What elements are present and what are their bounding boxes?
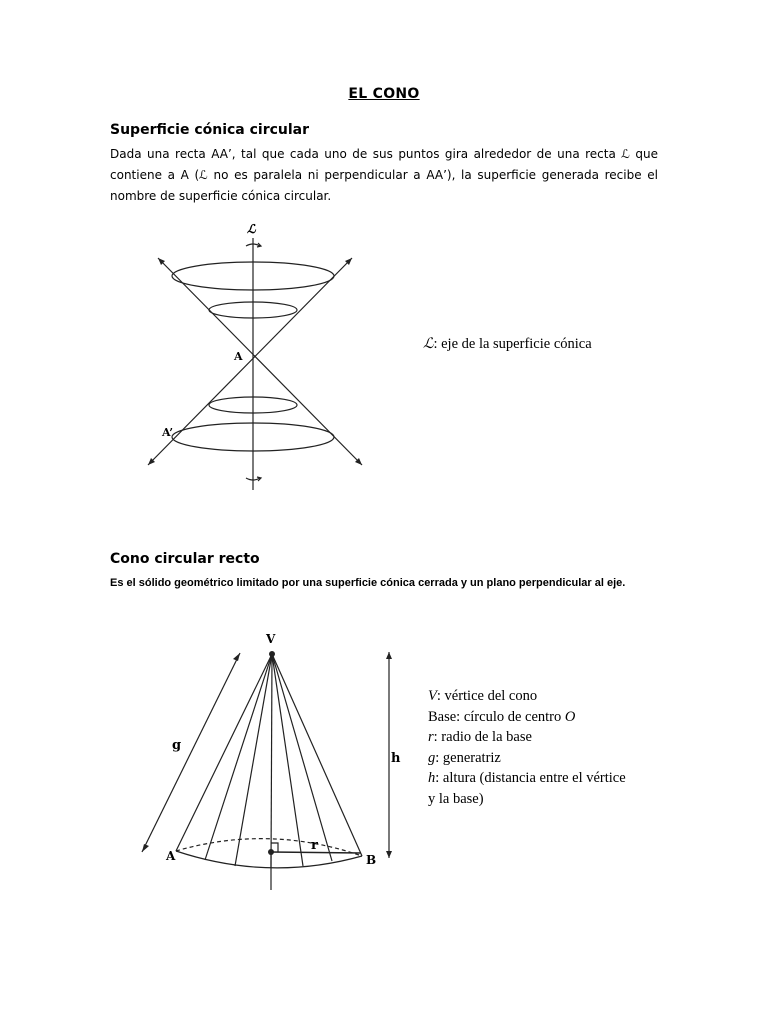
axis-label: ℒ (247, 222, 256, 236)
vertex-label: V (266, 632, 276, 646)
point-a-label: A (234, 350, 243, 363)
center-point (268, 849, 274, 855)
legend-item-height: h: altura (distancia entre el vértice (428, 770, 626, 786)
section-paragraph-right-cone: Es el sólido geométrico limitado por una superficie cónica cerrada y un plano perpendicular al eje. (110, 577, 626, 589)
section-heading-conic-surface: Superficie cónica circular (110, 122, 310, 138)
legend-item-height-cont: y la base) (428, 790, 484, 807)
legend-cone (428, 686, 626, 809)
legend-axis-symbol: ℒ (423, 336, 434, 352)
h-arrow-top (386, 652, 392, 659)
legend-axis-text: : eje de la superficie cónica (433, 336, 592, 352)
g-label: g (172, 738, 182, 753)
legend-item-radius: r: radio de la base (428, 729, 532, 745)
point-a2-label: A’ (162, 426, 174, 439)
h-label: h (391, 751, 401, 766)
g-arrow-bottom (142, 844, 149, 852)
legend-item-generatrix: g: generatriz (428, 749, 501, 766)
section-paragraph-conic-surface: Dada una recta AA’, tal que cada uno de sus puntos gira alrededor de una recta ℒ que contiene a A (ℒ no es paralela ni perpendicular a AA’), la superficie generada recibe el nombre de superficie cónica circular. (110, 147, 658, 203)
h-arrow-bottom (386, 851, 392, 858)
legend-item-vertex: V: vértice del cono (428, 688, 538, 704)
vertex-point (269, 651, 275, 657)
page-title: EL CONO (348, 86, 420, 102)
g-measure-line (142, 653, 240, 852)
point-b-label: B (366, 853, 377, 867)
g-arrow-top (233, 653, 240, 661)
cone-side-right (272, 654, 362, 856)
r-label: r (311, 838, 318, 853)
section-heading-right-cone: Cono circular recto (110, 551, 260, 567)
legend-item-base: Base: círculo de centro O (428, 708, 576, 725)
point-a-label: A (166, 849, 176, 863)
